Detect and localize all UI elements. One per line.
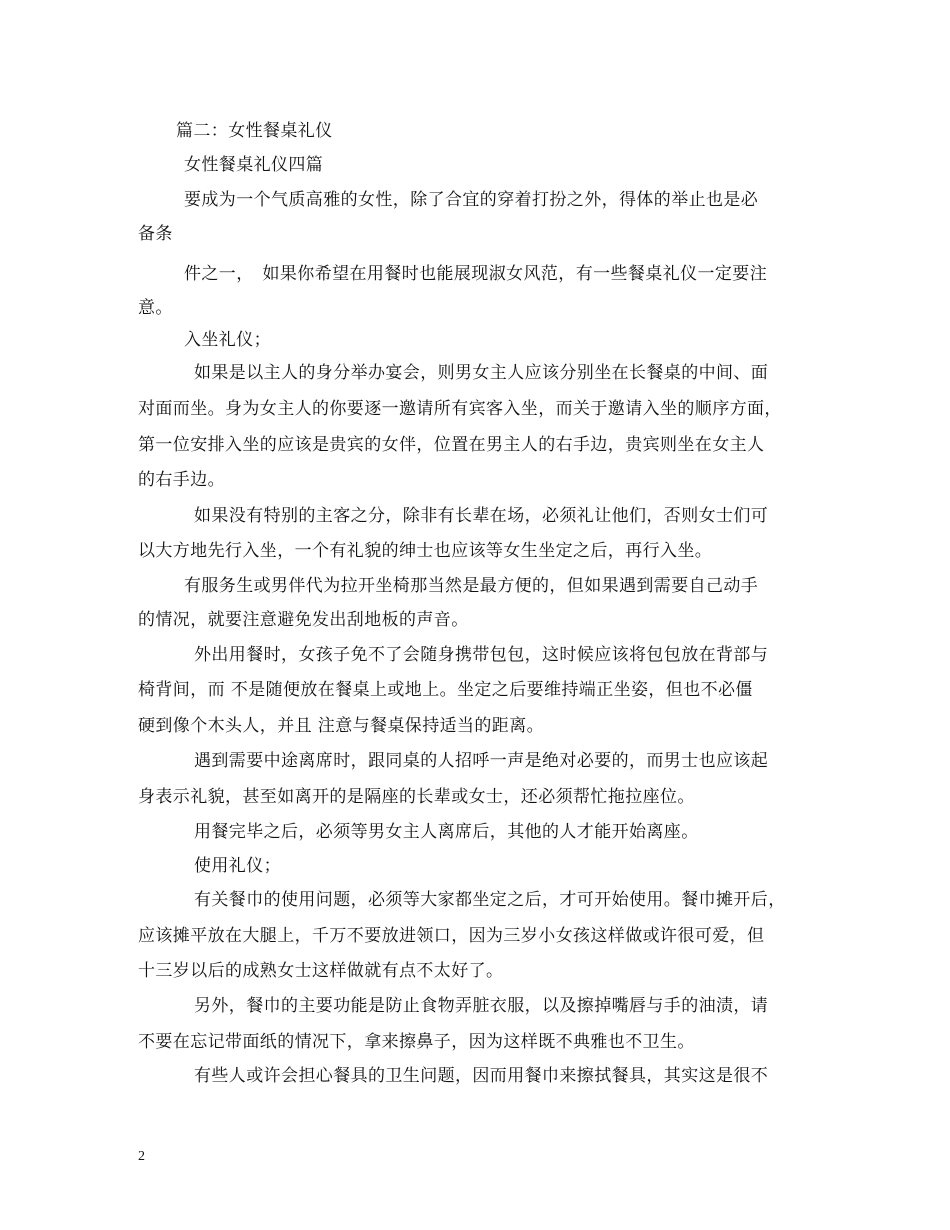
text-line: 意。 xyxy=(138,298,173,318)
page-number: 2 xyxy=(138,1149,145,1164)
text-line: 另外，餐巾的主要功能是防止食物弄脏衣服，以及擦掉嘴唇与手的油渍，请 xyxy=(194,996,769,1016)
text-line: 要成为一个气质高雅的女性，除了合宜的穿着打扮之外，得体的举止也是必 xyxy=(184,190,759,210)
section-heading: 篇二：女性餐桌礼仪 xyxy=(176,121,333,141)
text-line: 件之一， 如果你希望在用餐时也能展现淑女风范，有一些餐桌礼仪一定要注 xyxy=(184,264,768,284)
article-title: 女性餐桌礼仪四篇 xyxy=(184,155,324,175)
text-line: 如果没有特别的主客之分，除非有长辈在场，必须礼让他们，否则女士们可 xyxy=(194,506,769,526)
text-line: 有关餐巾的使用问题，必须等大家都坐定之后，才可开始使用。餐巾摊开后， xyxy=(194,890,786,910)
text-line: 身表示礼貌，甚至如离开的是隔座的长辈或女士，还必须帮忙拖拉座位。 xyxy=(138,787,695,807)
text-line: 椅背间，而 不是随便放在餐桌上或地上。坐定之后要维持端正坐姿，但也不必僵 xyxy=(138,680,753,700)
text-line: 有些人或许会担心餐具的卫生问题，因而用餐巾来擦拭餐具，其实这是很不 xyxy=(194,1066,769,1086)
text-line: 对面而坐。身为女主人的你要逐一邀请所有宾客入坐，而关于邀请入坐的顺序方面， xyxy=(138,399,782,419)
text-line: 外出用餐时，女孩子免不了会随身携带包包，这时候应该将包包放在背部与 xyxy=(194,645,769,665)
text-line: 的右手边。 xyxy=(138,470,225,490)
subsection-heading: 使用礼仪； xyxy=(194,856,281,876)
subsection-heading: 入坐礼仪； xyxy=(184,330,271,350)
text-line: 用餐完毕之后，必须等男女主人离席后，其他的人才能开始离座。 xyxy=(194,822,699,842)
text-line: 有服务生或男伴代为拉开坐椅那当然是最方便的，但如果遇到需要自己动手 xyxy=(184,576,759,596)
text-line: 十三岁以后的成熟女士这样做就有点不太好了。 xyxy=(138,961,504,981)
text-line: 应该摊平放在大腿上，千万不要放进领口，因为三岁小女孩这样做或许很可爱，但 xyxy=(138,926,765,946)
text-line: 的情况，就要注意避免发出刮地板的声音。 xyxy=(138,610,469,630)
text-line: 不要在忘记带面纸的情况下，拿来擦鼻子，因为这样既不典雅也不卫生。 xyxy=(138,1032,695,1052)
text-line: 备条 xyxy=(138,224,173,244)
text-line: 如果是以主人的身分举办宴会，则男女主人应该分别坐在长餐桌的中间、面 xyxy=(194,363,769,383)
text-line: 遇到需要中途离席时，跟同桌的人招呼一声是绝对必要的，而男士也应该起 xyxy=(194,751,769,771)
text-line: 硬到像个木头人，并且 注意与餐桌保持适当的距离。 xyxy=(138,716,545,736)
text-line: 以大方地先行入坐，一个有礼貌的绅士也应该等女生坐定之后，再行入坐。 xyxy=(138,541,713,561)
text-line: 第一位安排入坐的应该是贵宾的女伴，位置在男主人的右手边，贵宾则坐在女主人 xyxy=(138,435,765,455)
